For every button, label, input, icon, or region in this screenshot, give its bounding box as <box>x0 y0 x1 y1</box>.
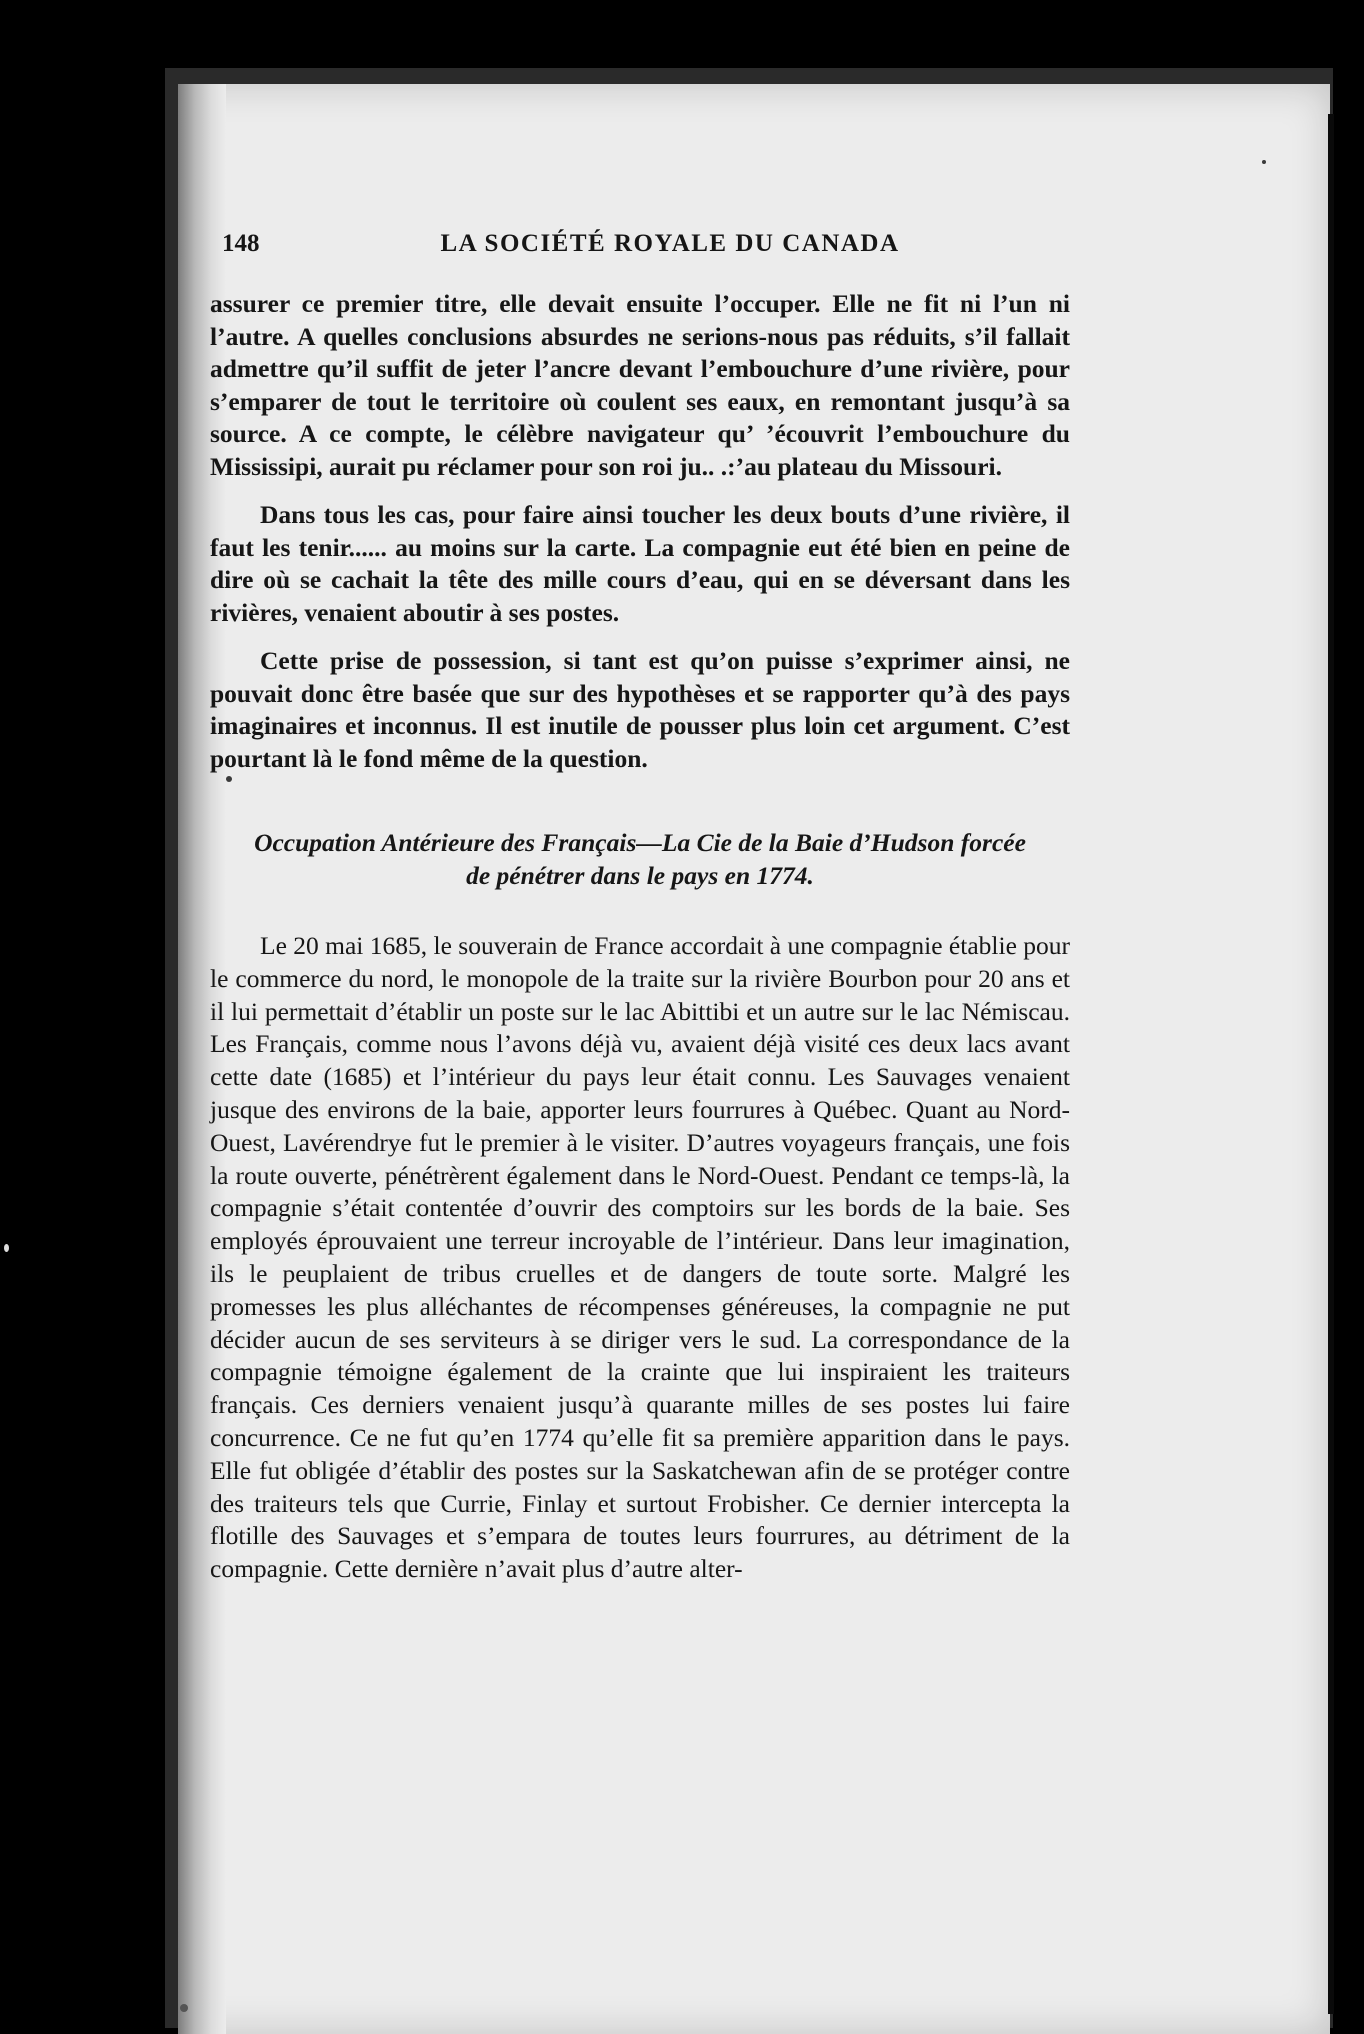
page-right-edge <box>1328 114 1334 2014</box>
paragraph-3: Cette prise de possession, si tant est qu’on puisse s’exprimer ainsi, ne pouvait donc être basée que sur des hypothèses et se rapporter qu’à des pays imaginaires et inconnus. Il est inutile de pousser plus loin cet argument. C’est pourtant là le fond même de la question. <box>210 646 1070 773</box>
section-heading-line-1: Occupation Antérieure des Français—La Cie de la Baie d’Hudson forcée <box>254 828 1026 857</box>
running-head <box>210 230 1070 270</box>
paragraph-1: assurer ce premier titre, elle devait ensuite l’occuper. Elle ne fit ni l’un ni l’autre. A quelles conclusions absurdes ne serions-nous pas réduits, s’il fallait admettre qu’il suffit de jeter l’ancre devant l’embouchure d’une rivière, pour s’emparer de tout le territoire où coulent ses eaux, en remontant jusqu’à sa source. A ce compte, le célèbre navigateur qu’ ’écouvrit l’embouchure du Mississipi, aurait pu réclamer pour son roi ju.. .:’au plateau du Missouri. <box>210 289 1070 481</box>
section-heading-line-2: de pénétrer dans le pays en 1774. <box>466 860 814 890</box>
paragraph-2: Dans tous les cas, pour faire ainsi toucher les deux bouts d’une rivière, il faut les tenir...... au moins sur la carte. La compagnie eut été bien en peine de dire où se cachait la tête des mille cours d’eau, qui en se déversant dans les rivières, venaient aboutir à ses postes. <box>210 500 1070 627</box>
scan-speck <box>1262 160 1266 164</box>
page-text <box>210 152 1070 1586</box>
scan-speck <box>180 2004 188 2012</box>
section-body-paragraph: Le 20 mai 1685, le souverain de France accordait à une compagnie établie pour le commerce du nord, le monopole de la traite sur la rivière Bourbon pour 20 ans et il lui permettait d’établir un poste sur le lac Abittibi et un autre sur le lac Némiscau. Les Français, comme nous l’avons déjà vu, avaient déjà visité ces deux lacs avant cette date (1685) et l’intérieur du pays leur était connu. Les Sauvages venaient jusque des environs de la baie, apporter leurs fourrures à Québec. Quant au Nord-Ouest, Lavérendrye fut le premier à le visiter. D’autres voyageurs français, une fois la route ouverte, pénétrèrent également dans le Nord-Ouest. Pendant ce temps-là, la compagnie s’était contentée d’ouvrir des comptoirs sur les bords de la baie. Ses employés éprouvaient une terreur incroyable de l’intérieur. Dans leur imagination, ils le peuplaient de tribus cruelles et de dangers de toute sorte. Malgré les promesses les plus alléchantes de récompenses généreuses, la compagnie ne put décider aucun de ses serviteurs à se diriger vers le sud. La correspondance de la compagnie témoigne également de la crainte que lui inspiraient les traiteurs français. Ces derniers venaient jusqu’à quarante milles de ses postes lui faire concurrence. Ce ne fut qu’en 1774 qu’elle fit sa première apparition dans le pays. Elle fut obligée d’établir des postes sur la Saskatchewan afin de se protéger contre des traiteurs tels que Currie, Finlay et surtout Frobisher. Ce dernier intercepta la flotille des Sauvages et s’empara de toutes leurs fourrures, au détriment de la compagnie. Cette dernière n’avait plus d’autre alter- <box>210 931 1071 1584</box>
section-heading <box>210 827 1070 892</box>
scan-speck <box>4 1244 9 1252</box>
running-title: LA SOCIÉTÉ ROYALE DU CANADA <box>440 230 900 257</box>
page-number: 148 <box>222 230 260 257</box>
